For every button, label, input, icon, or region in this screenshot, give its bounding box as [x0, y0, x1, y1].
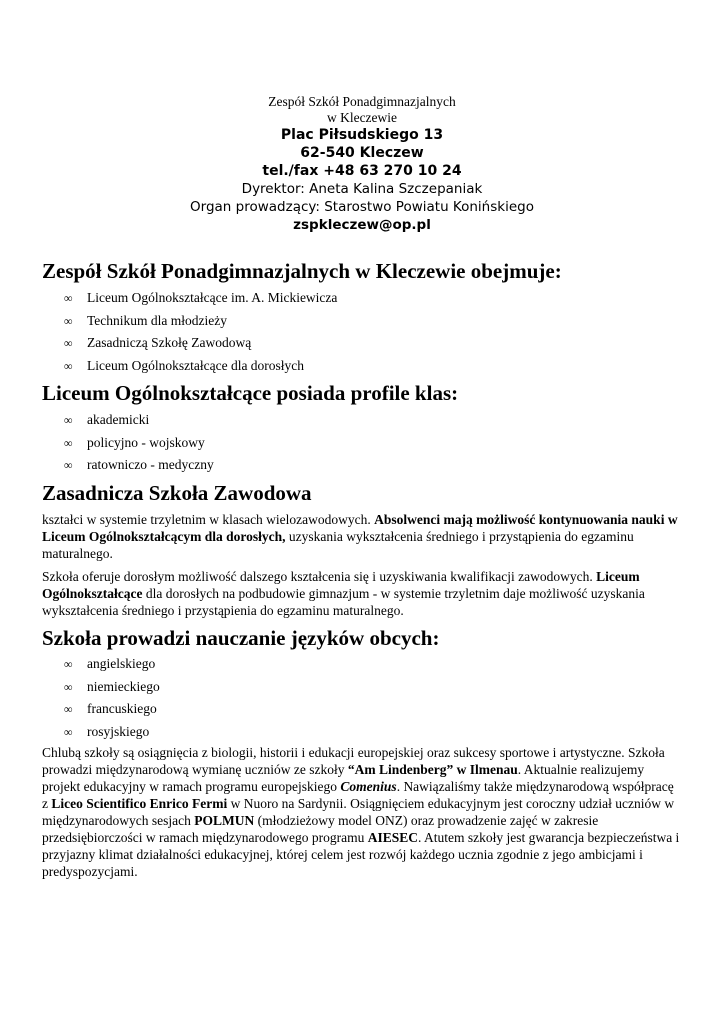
list-item: ∞ Zasadniczą Szkołę Zawodową — [42, 332, 337, 355]
list-item: ∞ Liceum Ogólnokształcące im. A. Mickiewicza — [42, 287, 337, 310]
list-item: ∞ niemieckiego — [42, 676, 160, 699]
bullet-infinity-icon: ∞ — [64, 702, 73, 716]
bullet-infinity-icon: ∞ — [64, 679, 73, 694]
phone-line: tel./fax +48 63 270 10 24 — [262, 163, 462, 179]
bullet-infinity-icon: ∞ — [64, 657, 73, 671]
achievements-paragraph: Chlubą szkoły są osiągnięcia z biologii, historii i edukacji europejskiej oraz sukcesy sportowe i artystyczne. Szkoła prowadzi międzynarodową wymianę uczniów ze szkoły “Am Lindenberg” w Ilmenau. Aktualnie realizujemy projekt edukacyjny w ramach programu europejskiego Comenius. Nawiązaliśmy także międzynarodową współpracę z Liceo Scientifico Enrico Fermi w Nuoro na Sardynii. Osiągnięciem edukacyjnym jest coroczny udział uczniów w międzynarodowych sesjach POLMUN (młodzieżowy model ONZ) oraz prowadzenie zajęć w zakresie przedsiębiorczości w ramach międzynarodowego programu AIESEC. Atutem szkoły jest gwarancja bezpieczeństwa i przyjazny klimat działalności edukacyjnej, której celem jest rozwój każdego ucznia zgodnie z jego ambicjami i predyspozycjami. — [42, 745, 680, 879]
vocational-paragraph-2: Szkoła oferuje dorosłym możliwość dalszego kształcenia się i uzyskiwania kwalifikacji zawodowych. Liceum Ogólnokształcące dla dorosłych na podbudowie gimnazjum - w systemie trzyletnim daje możliwość uzyskania wykształcenia średniego i przystąpienia do egzaminu maturalnego. — [42, 569, 645, 618]
list-item: ∞ rosyjskiego — [42, 721, 160, 744]
profiles-list — [42, 409, 214, 477]
list-item: ∞ akademicki — [42, 409, 214, 432]
list-item: ∞ francuskiego — [42, 698, 160, 721]
schools-list — [42, 287, 337, 377]
section-heading-vocational: Zasadnicza Szkoła Zawodowa — [42, 481, 312, 505]
list-item: ∞ angielskiego — [42, 653, 160, 676]
list-item: ∞ policyjno - wojskowy — [42, 432, 214, 455]
section-heading-languages: Szkoła prowadzi nauczanie języków obcych: — [42, 626, 440, 650]
languages-list — [42, 653, 160, 743]
address-line: Plac Piłsudskiego 13 — [280, 127, 444, 143]
email-line: zspkleczew@op.pl — [293, 217, 431, 233]
list-item: ∞ ratowniczo - medyczny — [42, 454, 214, 477]
section-heading-schools: Zespół Szkół Ponadgimnazjalnych w Kleczewie obejmuje: — [42, 259, 562, 283]
bullet-infinity-icon: ∞ — [64, 724, 73, 739]
bullet-infinity-icon: ∞ — [64, 435, 73, 450]
school-town-line: w Kleczewie — [326, 110, 398, 125]
bullet-infinity-icon: ∞ — [64, 458, 73, 472]
school-name-line: Zespół Szkół Ponadgimnazjalnych — [268, 94, 456, 109]
bullet-infinity-icon: ∞ — [64, 313, 73, 328]
vocational-paragraph-1: kształci w systemie trzyletnim w klasach wielozawodowych. Absolwenci mają możliwość kontynuowania nauki w Liceum Ogólnokształcącym dla dorosłych, uzyskania wykształcenia średniego i przystąpienia do egzaminu maturalnego. — [42, 512, 678, 561]
bullet-infinity-icon: ∞ — [64, 413, 73, 427]
letterhead — [42, 94, 682, 235]
list-item: ∞ Technikum dla młodzieży — [42, 310, 337, 333]
list-item: ∞ Liceum Ogólnokształcące dla dorosłych — [42, 355, 337, 378]
section-heading-profiles: Liceum Ogólnokształcące posiada profile klas: — [42, 381, 459, 405]
bullet-infinity-icon: ∞ — [64, 336, 73, 350]
director-line: Dyrektor: Aneta Kalina Szczepaniak — [241, 181, 483, 197]
organ-line: Organ prowadzący: Starostwo Powiatu Konińskiego — [190, 199, 534, 215]
postal-line: 62-540 Kleczew — [300, 145, 424, 161]
bullet-infinity-icon: ∞ — [64, 358, 73, 373]
bullet-infinity-icon: ∞ — [64, 291, 73, 305]
